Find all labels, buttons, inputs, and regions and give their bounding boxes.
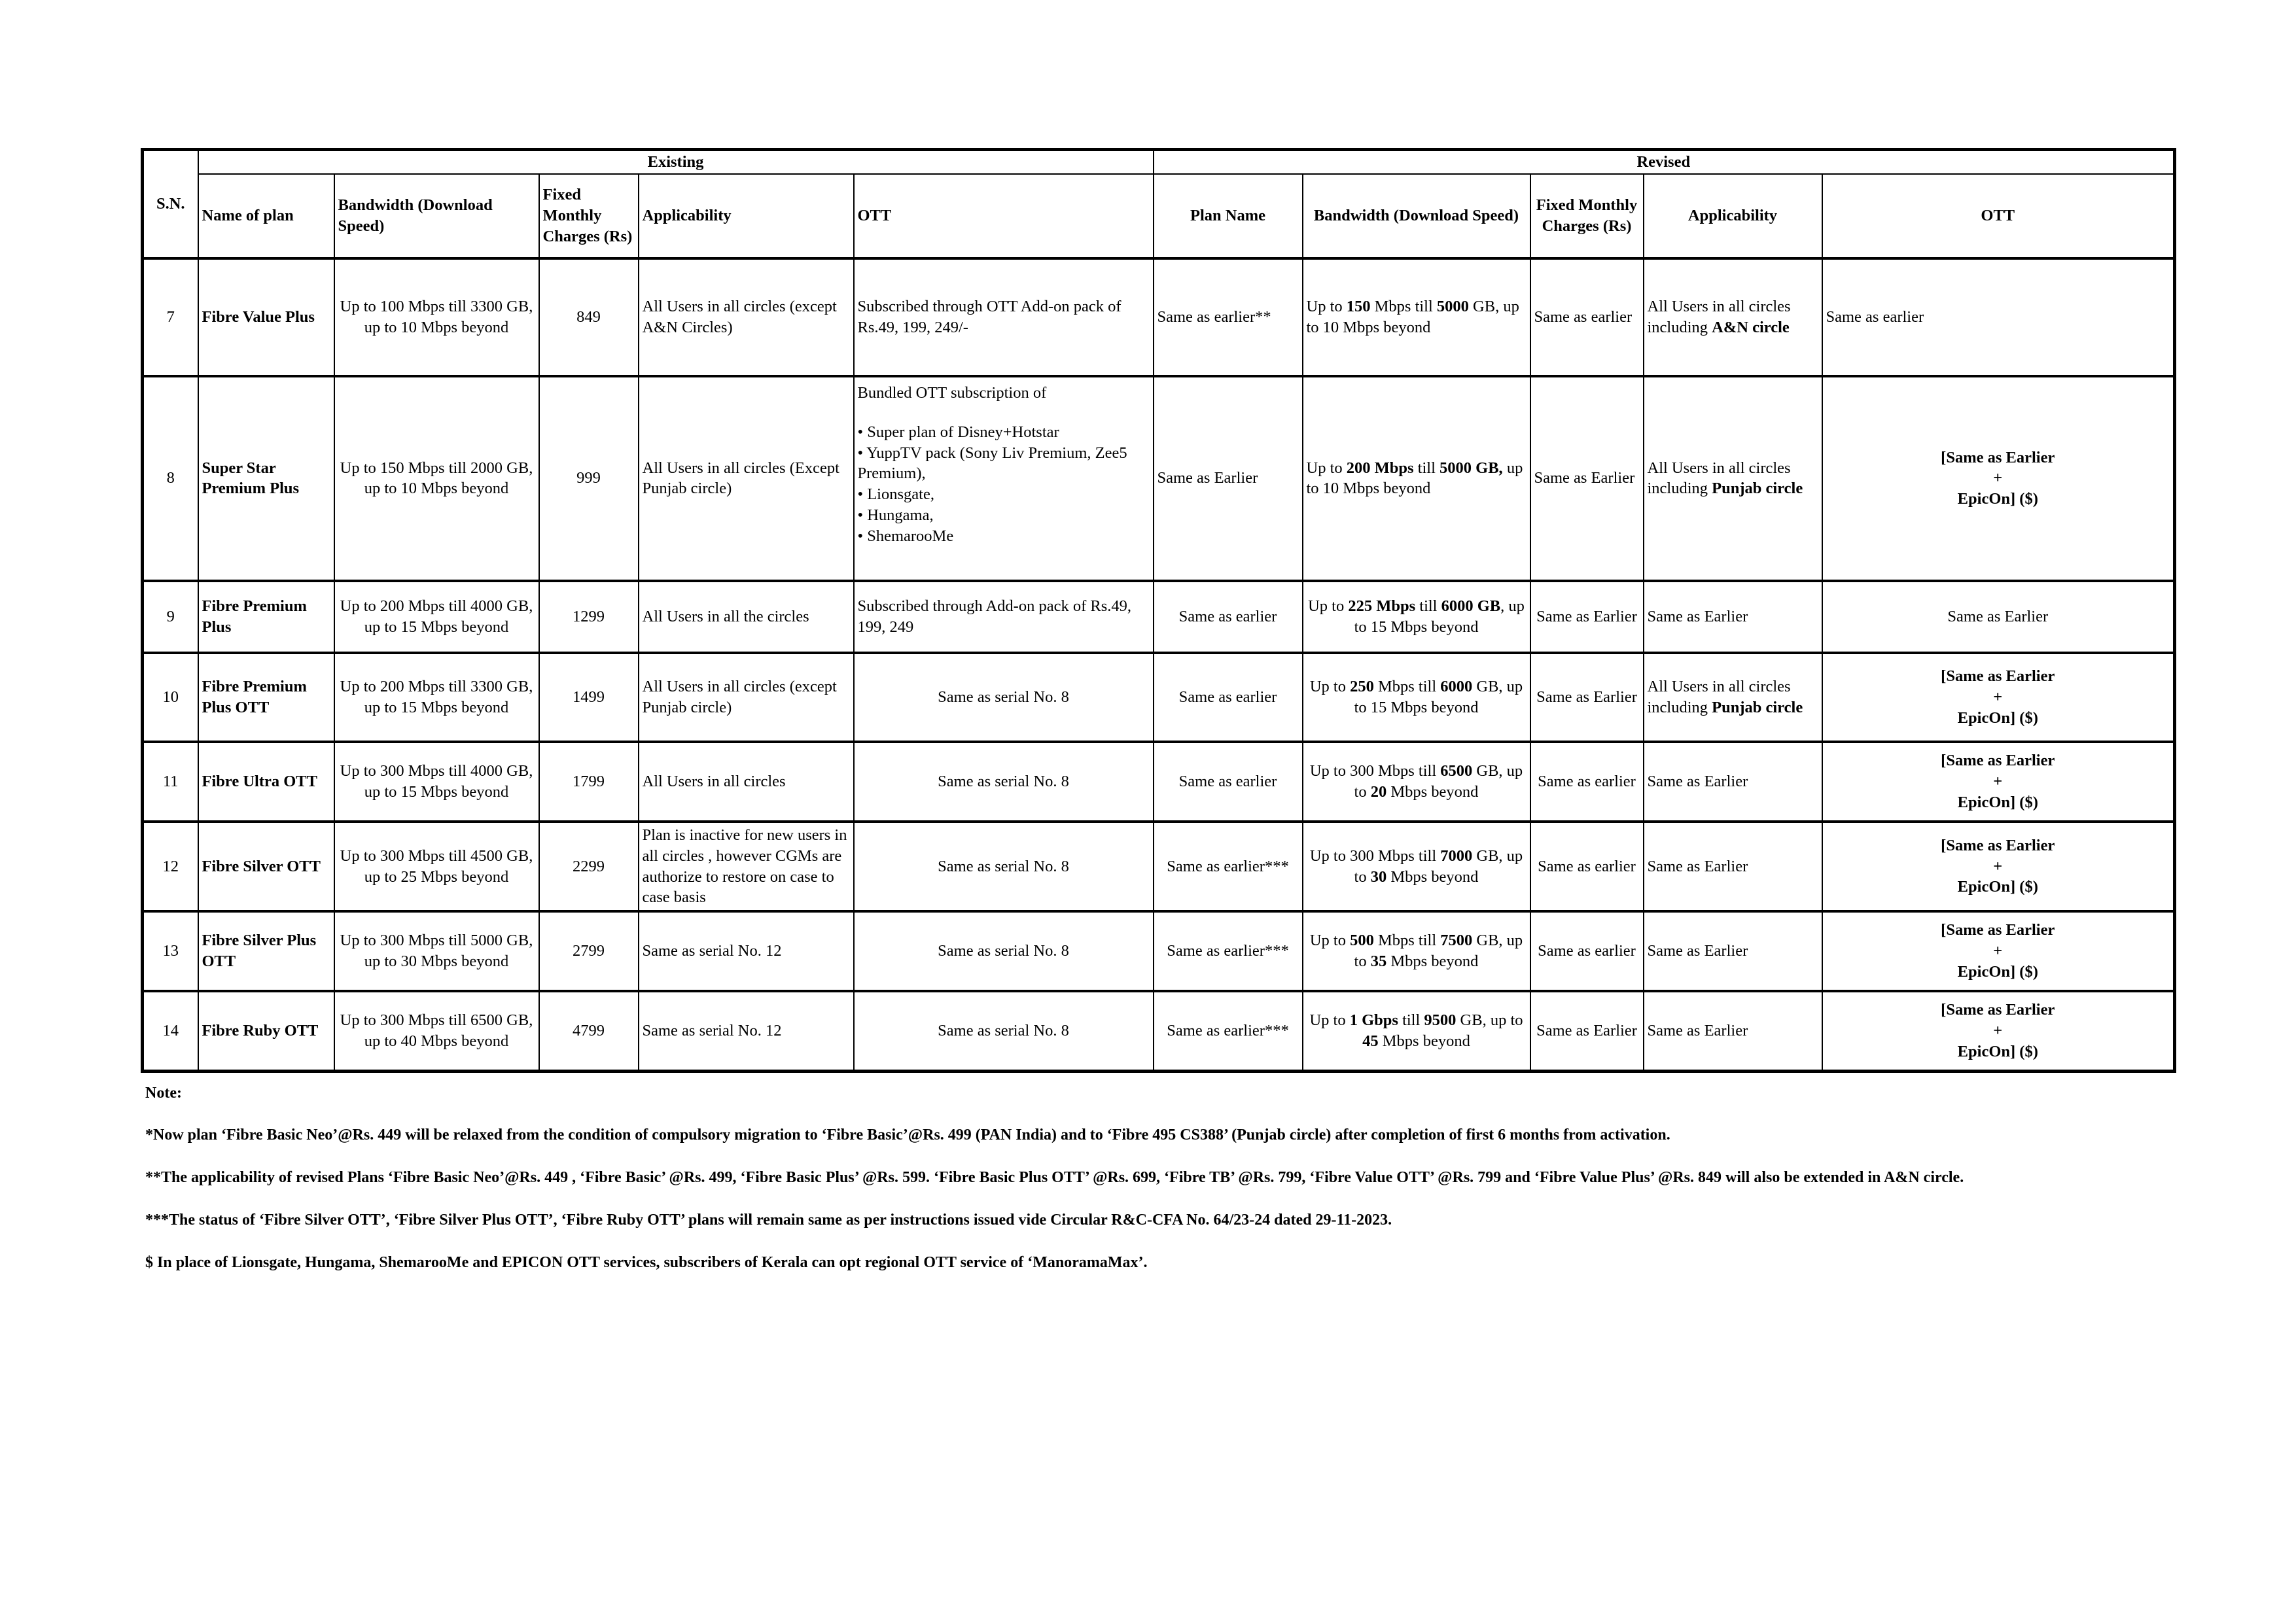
cell-sn: 10: [143, 653, 198, 742]
cell-revised-applicability: Same as Earlier: [1644, 911, 1822, 991]
cell-sn: 13: [143, 911, 198, 991]
cell-revised-bandwidth: Up to 225 Mbps till 6000 GB, up to 15 Mbps beyond: [1303, 581, 1530, 653]
group-header-row: [143, 150, 2175, 174]
ott-bundle-intro: Bundled OTT subscription of: [857, 383, 1047, 402]
cell-bandwidth: Up to 300 Mbps till 6500 GB, up to 40 Mbps beyond: [334, 991, 539, 1072]
header-fixed-monthly-charges: Fixed Monthly Charges (Rs): [539, 174, 639, 258]
cell-applicability: All Users in all the circles: [639, 581, 854, 653]
cell-applicability: Same as serial No. 12: [639, 991, 854, 1072]
cell-fixed-monthly-charges: 2299: [539, 822, 639, 911]
cell-revised-plan-name: Same as earlier***: [1154, 911, 1303, 991]
cell-revised-plan-name: Same as earlier: [1154, 581, 1303, 653]
cell-revised-fixed-monthly-charges: Same as earlier: [1530, 911, 1644, 991]
header-bandwidth: Bandwidth (Download Speed): [334, 174, 539, 258]
cell-sn: 8: [143, 376, 198, 581]
cell-bandwidth: Up to 300 Mbps till 5000 GB, up to 30 Mbps beyond: [334, 911, 539, 991]
cell-revised-applicability: All Users in all circles including Punjab circle: [1644, 653, 1822, 742]
cell-plan-name: Fibre Ultra OTT: [198, 742, 334, 822]
column-header-row: [143, 174, 2175, 258]
table-row: [143, 581, 2175, 653]
cell-revised-applicability: Same as Earlier: [1644, 822, 1822, 911]
cell-bandwidth: Up to 200 Mbps till 4000 GB, up to 15 Mbps beyond: [334, 581, 539, 653]
cell-plan-name: Fibre Value Plus: [198, 258, 334, 376]
plan-revision-table: [141, 148, 2176, 1073]
cell-sn: 14: [143, 991, 198, 1072]
ott-bundle-item: • Hungama,: [857, 506, 934, 525]
table-row: [143, 911, 2175, 991]
cell-revised-ott: [Same as Earlier + EpicOn] ($): [1822, 822, 2175, 911]
header-ott: OTT: [854, 174, 1154, 258]
header-applicability: Applicability: [639, 174, 854, 258]
cell-revised-plan-name: Same as earlier: [1154, 742, 1303, 822]
cell-revised-plan-name: Same as earlier***: [1154, 991, 1303, 1072]
table-row: [143, 742, 2175, 822]
cell-bandwidth: Up to 150 Mbps till 2000 GB, up to 10 Mbps beyond: [334, 376, 539, 581]
cell-plan-name: Fibre Silver Plus OTT: [198, 911, 334, 991]
cell-revised-plan-name: Same as earlier***: [1154, 822, 1303, 911]
header-revised-fixed-monthly-charges: Fixed Monthly Charges (Rs): [1530, 174, 1644, 258]
cell-applicability: All Users in all circles (Except Punjab circle): [639, 376, 854, 581]
cell-bandwidth: Up to 100 Mbps till 3300 GB, up to 10 Mbps beyond: [334, 258, 539, 376]
cell-applicability: All Users in all circles (except A&N Circles): [639, 258, 854, 376]
group-existing: Existing: [198, 150, 1154, 174]
cell-revised-bandwidth: Up to 300 Mbps till 7000 GB, up to 30 Mbps beyond: [1303, 822, 1530, 911]
cell-ott: Subscribed through OTT Add-on pack of Rs.49, 199, 249/-: [854, 258, 1154, 376]
cell-revised-ott: [Same as Earlier + EpicOn] ($): [1822, 653, 2175, 742]
cell-revised-bandwidth: Up to 300 Mbps till 6500 GB, up to 20 Mbps beyond: [1303, 742, 1530, 822]
cell-revised-ott: [Same as Earlier + EpicOn] ($): [1822, 991, 2175, 1072]
cell-ott: Same as serial No. 8: [854, 653, 1154, 742]
cell-revised-applicability: All Users in all circles including Punjab circle: [1644, 376, 1822, 581]
cell-sn: 12: [143, 822, 198, 911]
cell-fixed-monthly-charges: 1499: [539, 653, 639, 742]
cell-fixed-monthly-charges: 1299: [539, 581, 639, 653]
note-2: **The applicability of revised Plans ‘Fibre Basic Neo’@Rs. 449 , ‘Fibre Basic’ @Rs. 499, ‘Fibre Basic Plus’ @Rs. 599. ‘Fibre Basic Plus OTT’ @Rs. 699, ‘Fibre TB’ @Rs. 799, ‘Fibre Value OTT’ @Rs. 799 and ‘Fibre Value Plus’ @Rs. 849 will also be extended in A&N circle.: [145, 1169, 1964, 1186]
cell-plan-name: Fibre Premium Plus OTT: [198, 653, 334, 742]
cell-revised-applicability: All Users in all circles including A&N circle: [1644, 258, 1822, 376]
cell-revised-bandwidth: Up to 250 Mbps till 6000 GB, up to 15 Mbps beyond: [1303, 653, 1530, 742]
cell-bandwidth: Up to 300 Mbps till 4000 GB, up to 15 Mbps beyond: [334, 742, 539, 822]
cell-ott: Same as serial No. 8: [854, 822, 1154, 911]
cell-revised-bandwidth: Up to 500 Mbps till 7500 GB, up to 35 Mbps beyond: [1303, 911, 1530, 991]
cell-revised-bandwidth: Up to 150 Mbps till 5000 GB, up to 10 Mbps beyond: [1303, 258, 1530, 376]
cell-sn: 9: [143, 581, 198, 653]
cell-plan-name: Fibre Ruby OTT: [198, 991, 334, 1072]
cell-sn: 11: [143, 742, 198, 822]
cell-fixed-monthly-charges: 2799: [539, 911, 639, 991]
header-revised-ott: OTT: [1822, 174, 2175, 258]
cell-revised-plan-name: Same as Earlier: [1154, 376, 1303, 581]
cell-revised-ott: [Same as Earlier + EpicOn] ($): [1822, 911, 2175, 991]
cell-fixed-monthly-charges: 4799: [539, 991, 639, 1072]
cell-fixed-monthly-charges: 849: [539, 258, 639, 376]
cell-revised-applicability: Same as Earlier: [1644, 581, 1822, 653]
notes-heading: Note:: [145, 1085, 182, 1102]
cell-revised-fixed-monthly-charges: Same as earlier: [1530, 742, 1644, 822]
cell-revised-bandwidth: Up to 200 Mbps till 5000 GB, up to 10 Mbps beyond: [1303, 376, 1530, 581]
cell-revised-fixed-monthly-charges: Same as earlier: [1530, 258, 1644, 376]
cell-revised-fixed-monthly-charges: Same as Earlier: [1530, 376, 1644, 581]
note-3: ***The status of ‘Fibre Silver OTT’, ‘Fibre Silver Plus OTT’, ‘Fibre Ruby OTT’ plans will remain same as per instructions issued vide Circular R&C-CFA No. 64/23-24 dated 29-11-2023.: [145, 1212, 1392, 1229]
cell-plan-name: Super Star Premium Plus: [198, 376, 334, 581]
cell-sn: 7: [143, 258, 198, 376]
ott-bundle-item: • Lionsgate,: [857, 485, 934, 504]
ott-bundle-item: • ShemarooMe: [857, 527, 954, 545]
cell-applicability: All Users in all circles: [639, 742, 854, 822]
cell-bandwidth: Up to 300 Mbps till 4500 GB, up to 25 Mbps beyond: [334, 822, 539, 911]
group-revised: Revised: [1154, 150, 2175, 174]
header-sn: S.N.: [143, 150, 198, 258]
table-row: [143, 991, 2175, 1072]
header-plan-name: Name of plan: [198, 174, 334, 258]
cell-revised-bandwidth: Up to 1 Gbps till 9500 GB, up to 45 Mbps beyond: [1303, 991, 1530, 1072]
cell-revised-ott: [Same as Earlier + EpicOn] ($): [1822, 742, 2175, 822]
note-4: $ In place of Lionsgate, Hungama, ShemarooMe and EPICON OTT services, subscribers of Kerala can opt regional OTT service of ‘ManoramaMax’.: [145, 1254, 1148, 1271]
table-row: [143, 653, 2175, 742]
ott-bundle-item: • Super plan of Disney+Hotstar: [857, 423, 1059, 441]
cell-applicability: All Users in all circles (except Punjab circle): [639, 653, 854, 742]
cell-applicability: Same as serial No. 12: [639, 911, 854, 991]
header-revised-applicability: Applicability: [1644, 174, 1822, 258]
header-revised-plan-name: Plan Name: [1154, 174, 1303, 258]
cell-plan-name: Fibre Silver OTT: [198, 822, 334, 911]
note-1: *Now plan ‘Fibre Basic Neo’@Rs. 449 will be relaxed from the condition of compulsory migration to ‘Fibre Basic’@Rs. 499 (PAN India) and to ‘Fibre 495 CS388’ (Punjab circle) after completion of first 6 months from activation.: [145, 1126, 1670, 1143]
cell-revised-ott: Same as earlier: [1822, 258, 2175, 376]
cell-ott: Same as serial No. 8: [854, 991, 1154, 1072]
cell-revised-fixed-monthly-charges: Same as Earlier: [1530, 991, 1644, 1072]
cell-revised-plan-name: Same as earlier: [1154, 653, 1303, 742]
header-revised-bandwidth: Bandwidth (Download Speed): [1303, 174, 1530, 258]
cell-revised-fixed-monthly-charges: Same as earlier: [1530, 822, 1644, 911]
table-row: [143, 376, 2175, 581]
cell-revised-applicability: Same as Earlier: [1644, 991, 1822, 1072]
cell-revised-applicability: Same as Earlier: [1644, 742, 1822, 822]
cell-fixed-monthly-charges: 999: [539, 376, 639, 581]
table-row: [143, 822, 2175, 911]
cell-plan-name: Fibre Premium Plus: [198, 581, 334, 653]
cell-ott: Subscribed through Add-on pack of Rs.49, 199, 249: [854, 581, 1154, 653]
cell-applicability: Plan is inactive for new users in all circles , however CGMs are authorize to restore on case to case basis: [639, 822, 854, 911]
table-row: [143, 258, 2175, 376]
cell-fixed-monthly-charges: 1799: [539, 742, 639, 822]
cell-revised-fixed-monthly-charges: Same as Earlier: [1530, 581, 1644, 653]
cell-bandwidth: Up to 200 Mbps till 3300 GB, up to 15 Mbps beyond: [334, 653, 539, 742]
cell-ott: [854, 376, 1154, 581]
cell-revised-ott: [Same as Earlier + EpicOn] ($): [1822, 376, 2175, 581]
cell-revised-ott: Same as Earlier: [1822, 581, 2175, 653]
cell-revised-fixed-monthly-charges: Same as Earlier: [1530, 653, 1644, 742]
cell-revised-plan-name: Same as earlier**: [1154, 258, 1303, 376]
cell-ott: Same as serial No. 8: [854, 911, 1154, 991]
ott-bundle-item: • YuppTV pack (Sony Liv Premium, Zee5 Premium),: [857, 444, 1127, 483]
cell-ott: Same as serial No. 8: [854, 742, 1154, 822]
